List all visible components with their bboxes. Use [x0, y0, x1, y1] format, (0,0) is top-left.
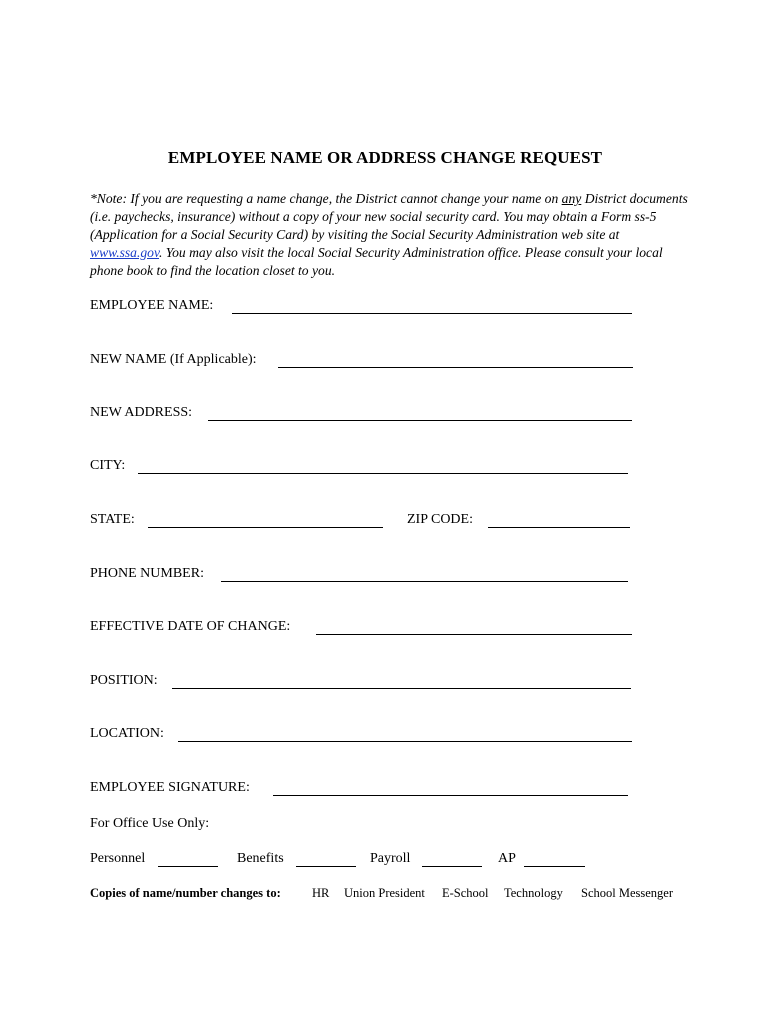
- city-label: CITY:: [90, 458, 126, 473]
- copies-recipient-union-president: Union President: [344, 886, 425, 900]
- city-row: [90, 458, 635, 478]
- new-address-label: NEW ADDRESS:: [90, 405, 193, 420]
- employee-name-field[interactable]: [232, 313, 632, 314]
- note-text-part2: District documents (i.e. paychecks, insurance) without a copy of your new social security card. You may obtain a Form ss-5 (Application for a Social Security Card) by visiting the Social Security Administration web site at: [90, 191, 688, 242]
- phone-number-field[interactable]: [221, 581, 628, 582]
- payroll-field[interactable]: [422, 866, 482, 867]
- copies-recipient-technology: Technology: [504, 886, 563, 900]
- employee-signature-row: [90, 780, 635, 800]
- employee-signature-label: EMPLOYEE SIGNATURE:: [90, 780, 250, 795]
- new-name-row: [90, 352, 635, 372]
- new-address-field[interactable]: [208, 420, 632, 421]
- state-field[interactable]: [148, 527, 383, 528]
- employee-signature-field[interactable]: [273, 795, 628, 796]
- benefits-field[interactable]: [296, 866, 356, 867]
- effective-date-field[interactable]: [316, 634, 632, 635]
- phone-number-row: [90, 566, 635, 586]
- copies-distribution: [90, 886, 710, 904]
- copies-label: Copies of name/number changes to:: [90, 886, 281, 900]
- location-label: LOCATION:: [90, 726, 164, 741]
- form-title: EMPLOYEE NAME OR ADDRESS CHANGE REQUEST: [167, 148, 603, 167]
- zip-code-field[interactable]: [488, 527, 630, 528]
- office-use-heading: For Office Use Only:: [90, 816, 210, 831]
- payroll-label: Payroll: [370, 851, 411, 866]
- location-row: [90, 726, 635, 746]
- effective-date-row: [90, 619, 635, 639]
- position-label: POSITION:: [90, 673, 158, 688]
- personnel-field[interactable]: [158, 866, 218, 867]
- location-field[interactable]: [178, 741, 632, 742]
- ssa-link[interactable]: www.ssa.gov: [90, 245, 159, 260]
- note-underlined-word: any: [561, 191, 582, 206]
- phone-number-label: PHONE NUMBER:: [90, 566, 204, 581]
- new-name-field[interactable]: [278, 367, 633, 368]
- state-label: STATE:: [90, 512, 135, 527]
- ap-field[interactable]: [524, 866, 585, 867]
- effective-date-label: EFFECTIVE DATE OF CHANGE:: [90, 619, 291, 634]
- zip-code-label: ZIP CODE:: [407, 512, 473, 527]
- new-name-label: NEW NAME (If Applicable):: [90, 352, 257, 367]
- office-use-row: [90, 851, 690, 871]
- note-text-part1: *Note: If you are requesting a name change, the District cannot change your name on: [90, 191, 562, 206]
- note-text-part3: . You may also visit the local Social Security Administration office. Please consult your local phone book to find the location closet to you.: [90, 245, 663, 278]
- position-field[interactable]: [172, 688, 631, 689]
- personnel-label: Personnel: [90, 851, 146, 866]
- employee-name-row: [90, 298, 635, 318]
- state-zip-row: [90, 512, 635, 532]
- copies-recipient-school-messenger: School Messenger: [581, 886, 673, 900]
- employee-name-label: EMPLOYEE NAME:: [90, 298, 214, 313]
- benefits-label: Benefits: [237, 851, 284, 866]
- ap-label: AP: [498, 851, 516, 866]
- new-address-row: [90, 405, 635, 425]
- city-field[interactable]: [138, 473, 628, 474]
- copies-recipient-hr: HR: [312, 886, 330, 900]
- name-change-note: [90, 190, 690, 280]
- copies-recipient-e-school: E-School: [442, 886, 489, 900]
- position-row: [90, 673, 635, 693]
